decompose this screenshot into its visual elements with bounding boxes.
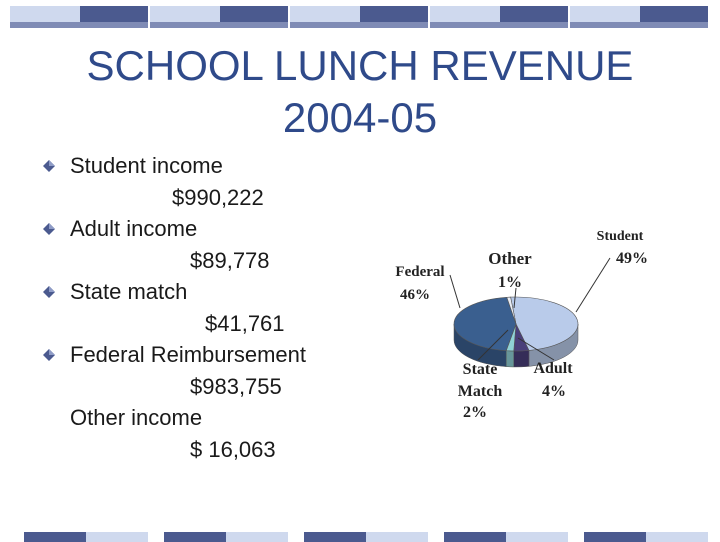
bullet-amount: $89,778 xyxy=(190,247,270,273)
bullet-amount: $ 16,063 xyxy=(190,436,276,462)
deco-segment-dark xyxy=(584,532,646,542)
bullet-item-adult xyxy=(40,213,370,276)
bullet-label: State match xyxy=(70,279,188,304)
bottom-band-segments xyxy=(24,532,708,542)
slice-label-state-match-value: 2% xyxy=(463,404,487,421)
pie-top-layer xyxy=(454,297,578,351)
slice-label-state-match-name: State Match xyxy=(457,361,503,400)
bullet-label: Student income xyxy=(70,153,223,178)
bullet-icon xyxy=(42,348,56,362)
slice-label-other-name: Other xyxy=(488,249,532,268)
bullet-item-student xyxy=(40,150,370,213)
slice-label-adult-name: Adult xyxy=(533,360,573,377)
slice-label-federal-value: 46% xyxy=(400,287,430,303)
bullet-icon xyxy=(42,285,56,299)
slice-label-student-name: Student xyxy=(596,229,644,244)
bullet-label: Adult income xyxy=(70,216,198,241)
page-title xyxy=(40,40,680,144)
bullet-amount: $41,761 xyxy=(205,310,285,336)
slice-label-other-value: 1% xyxy=(498,274,522,291)
deco-segment-light xyxy=(226,532,288,542)
deco-segment-light xyxy=(646,532,708,542)
deco-segment-base xyxy=(10,22,148,28)
deco-segment-dark xyxy=(304,532,366,542)
bullet-label: Federal Reimbursement xyxy=(70,342,306,367)
bullet-label: Other income xyxy=(70,405,203,430)
top-band-segments xyxy=(10,6,708,28)
deco-segment-base xyxy=(430,22,568,28)
slice-label-adult-value: 4% xyxy=(542,383,566,400)
top-decorative-band xyxy=(0,4,720,34)
title-line-2: 2004-05 xyxy=(282,94,438,141)
bullet-item-state-match xyxy=(40,276,370,339)
leader-line-federal xyxy=(450,275,460,308)
deco-segment-dark xyxy=(24,532,86,542)
deco-segment-base xyxy=(290,22,428,28)
bullet-icon xyxy=(42,222,56,236)
revenue-pie-chart xyxy=(370,220,700,430)
deco-segment-light xyxy=(506,532,568,542)
slice-label-student-value: 49% xyxy=(616,250,648,267)
bullet-item-federal xyxy=(40,339,370,402)
bullet-amount: $983,755 xyxy=(190,373,282,399)
slice-label-federal-name: Federal xyxy=(395,264,445,280)
deco-segment-light xyxy=(366,532,428,542)
deco-segment-base xyxy=(570,22,708,28)
deco-segment-dark xyxy=(444,532,506,542)
deco-segment-light xyxy=(86,532,148,542)
bullet-amount: $990,222 xyxy=(172,184,264,210)
bullet-item-other xyxy=(40,402,370,465)
revenue-bullet-list xyxy=(40,150,370,465)
leader-line-student xyxy=(576,258,610,312)
pie-side-state-match xyxy=(506,351,514,367)
deco-segment-base xyxy=(150,22,288,28)
title-line-1: SCHOOL LUNCH REVENUE xyxy=(86,42,634,89)
bottom-decorative-band xyxy=(0,532,720,542)
pie-side-adult xyxy=(514,350,529,367)
bullet-icon xyxy=(42,159,56,173)
deco-segment-dark xyxy=(164,532,226,542)
